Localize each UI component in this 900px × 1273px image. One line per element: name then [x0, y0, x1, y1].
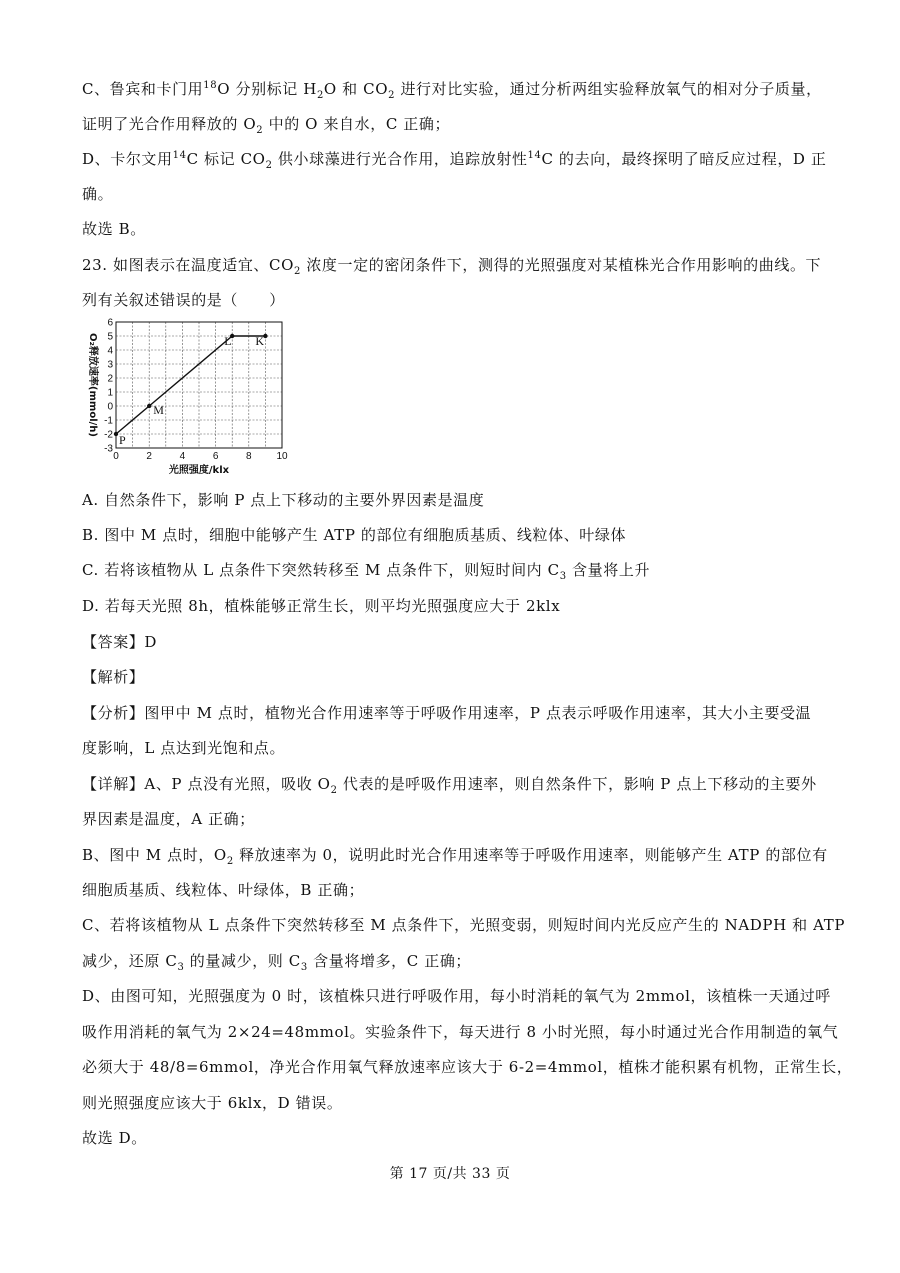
point-label: P [119, 433, 126, 447]
detail-text: 必须大于 48/8=6mmol，净光合作用氧气释放速率应该大于 6-2=4mmol，植株才能积累有机物，正常生长， [82, 1058, 853, 1076]
subscript: 2 [256, 125, 264, 136]
chart-series [116, 336, 265, 434]
text-line: 确。 [82, 185, 114, 203]
superscript: 14 [527, 150, 542, 161]
y-tick-label: -2 [104, 429, 113, 441]
text: O 分别标记 H [217, 80, 317, 98]
text: C 标记 CO [186, 150, 266, 168]
x-tick-label: 6 [212, 451, 219, 462]
y-tick-label: 0 [107, 401, 113, 413]
y-tick-label: 5 [107, 331, 113, 343]
text: 的量减少，则 C [184, 952, 301, 970]
text: 证明了光合作用释放的 O [82, 115, 257, 133]
text: 含量将增多，C 正确； [307, 952, 472, 970]
question-23-stem-cont: 列有关叙述错误的是（ ） [82, 291, 285, 309]
option-a: A. 自然条件下，影响 P 点上下移动的主要外界因素是温度 [82, 491, 485, 509]
detail-text: 则光照强度应该大于 6klx，D 错误。 [82, 1094, 343, 1112]
point-label: K [255, 334, 265, 348]
text: C. 若将该植物从 L 点条件下突然转移至 M 点条件下，则短时间内 C [82, 561, 560, 579]
text: C、鲁宾和卡门用 [82, 80, 204, 98]
x-tick-label: 10 [276, 451, 288, 462]
chart-svg [82, 318, 292, 478]
text-line: 故选 B。 [82, 220, 146, 238]
text: 进行对比实验，通过分析两组实验释放氧气的相对分子质量， [395, 80, 822, 98]
text: 浓度一定的密闭条件下，测得的光照强度对某植株光合作用影响的曲线。下 [300, 256, 822, 274]
detail-text: D、由图可知，光照强度为 0 时，该植株只进行呼吸作用，每小时消耗的氧气为 2mmol，该植株一天通过呼 [82, 987, 831, 1005]
analysis-heading: 【解析】 [82, 668, 145, 686]
analysis-text: 【分析】图甲中 M 点时，植物光合作用速率等于呼吸作用速率，P 点表示呼吸作用速率，其大小主要受温 [82, 704, 812, 722]
option-b: B. 图中 M 点时，细胞中能够产生 ATP 的部位有细胞质基质、线粒体、叶绿体 [82, 526, 627, 544]
y-tick-label: 1 [107, 387, 113, 399]
text: C 的去向，最终探明了暗反应过程，D 正 [541, 150, 827, 168]
subscript: 2 [388, 90, 396, 101]
text: 含量将上升 [566, 561, 651, 579]
x-tick-label: 2 [146, 451, 152, 462]
chart-points [114, 334, 268, 447]
conclusion: 故选 D。 [82, 1129, 147, 1147]
subscript: 3 [300, 962, 308, 973]
text: D、卡尔文用 [82, 150, 173, 168]
text-line [82, 113, 822, 135]
text: 供小球藻进行光合作用，追踪放射性 [272, 150, 528, 168]
point-label: M [153, 403, 164, 417]
analysis-text: 度影响，L 点达到光饱和点。 [82, 739, 286, 757]
subscript: 2 [226, 856, 234, 867]
text: B、图中 M 点时，O [82, 846, 227, 864]
subscript: 2 [265, 160, 273, 171]
detail-text: 界因素是温度，A 正确； [82, 810, 255, 828]
detail-text [82, 773, 822, 795]
y-tick-label: 6 [107, 318, 113, 329]
detail-text [82, 844, 828, 867]
page-footer: 第 17 页/共 33 页 [389, 1166, 511, 1182]
text: 中的 O 来自水，C 正确； [263, 115, 451, 133]
question-23-stem [82, 254, 822, 276]
y-tick-label: 2 [107, 373, 113, 385]
answer: 【答案】D [82, 633, 158, 651]
subscript: 3 [559, 571, 567, 582]
superscript: 14 [172, 150, 187, 161]
subscript: 3 [177, 962, 185, 973]
detail-text: 吸作用消耗的氧气为 2×24=48mmol。实验条件下，每天进行 8 小时光照，每小时通过光合作用制造的氧气 [82, 1023, 839, 1041]
data-point [114, 432, 118, 436]
option-d: D. 若每天光照 8h，植株能够正常生长，则平均光照强度应大于 2klx [82, 597, 561, 615]
detail-text: 细胞质基质、线粒体、叶绿体，B 正确； [82, 881, 365, 899]
option-c [82, 559, 822, 581]
detail-text [82, 950, 822, 972]
data-point [147, 404, 151, 408]
x-tick-label: 0 [113, 451, 119, 462]
text-line [82, 148, 827, 171]
subscript: 2 [294, 266, 301, 277]
y-tick-label: 4 [107, 345, 113, 357]
text-line [82, 78, 822, 100]
text: 减少，还原 C [82, 952, 178, 970]
o2-release-chart [82, 318, 292, 478]
detail-text: C、若将该植物从 L 点条件下突然转移至 M 点条件下，光照变弱，则短时间内光反应产生的 NADPH 和 ATP [82, 916, 846, 934]
text: 【详解】A、P 点没有光照，吸收 O [82, 775, 331, 793]
text: 代表的是呼吸作用速率，则自然条件下，影响 P 点上下移动的主要外 [337, 775, 817, 793]
y-axis-label: O₂释放速率(mmol/h) [87, 333, 98, 437]
x-axis-label: 光照强度/klx [168, 465, 230, 476]
y-tick-label: -1 [104, 415, 113, 427]
subscript: 2 [330, 785, 338, 796]
text: O 和 CO [323, 80, 389, 98]
y-tick-label: 3 [107, 359, 113, 371]
series-line [116, 336, 265, 434]
text: 23. 如图表示在温度适宜、CO [82, 256, 294, 274]
subscript: 2 [316, 90, 324, 101]
superscript: 18 [203, 80, 218, 91]
text: 释放速率为 0，说明此时光合作用速率等于呼吸作用速率，则能够产生 ATP 的部位有 [233, 846, 828, 864]
y-tick-label: -3 [104, 443, 113, 455]
x-tick-label: 8 [246, 451, 252, 462]
point-label: L [224, 334, 232, 348]
x-tick-label: 4 [179, 451, 186, 462]
